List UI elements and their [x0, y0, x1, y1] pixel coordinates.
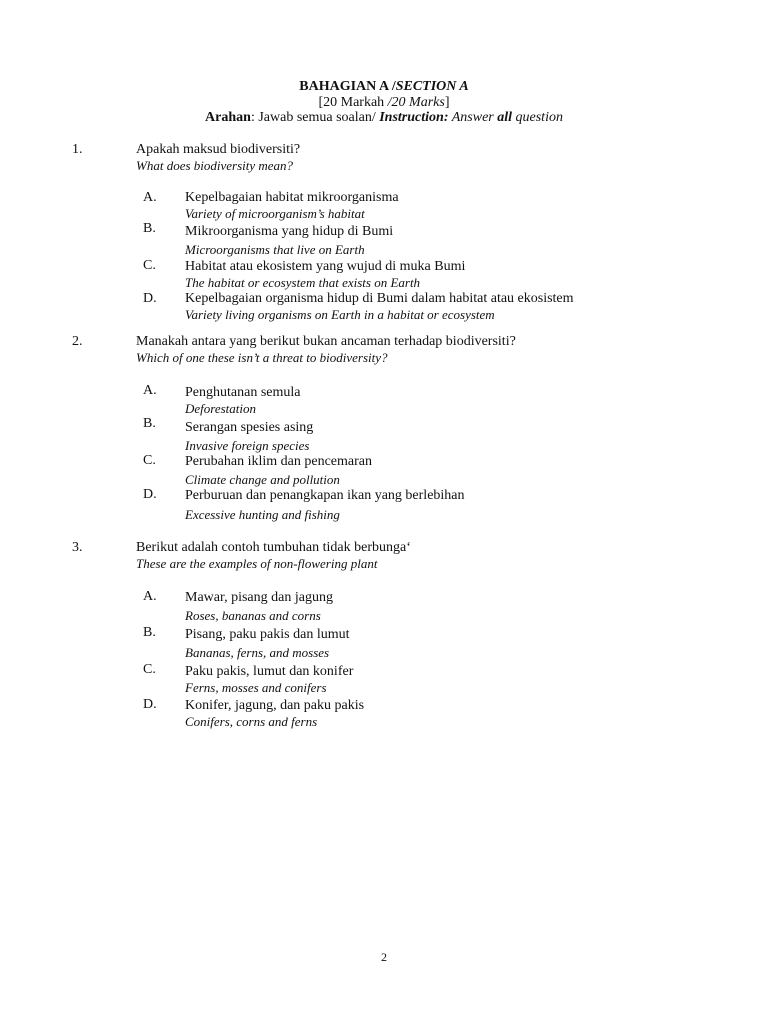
option-text[interactable]: Perburuan dan penangkapan ikan yang berlebihan	[185, 488, 465, 503]
instruction-en-label: Instruction:	[379, 110, 449, 125]
option-letter[interactable]: D.	[143, 291, 157, 306]
option-translation: Bananas, ferns, and mosses	[185, 645, 330, 660]
option-letter[interactable]: C.	[143, 258, 156, 273]
option-text[interactable]: Penghutanan semula	[185, 385, 301, 400]
marks-en: /20 Marks	[387, 95, 445, 110]
option-translation: Variety living organisms on Earth in a habitat or ecosystem	[185, 307, 495, 322]
marks-open: [20 Markah	[318, 95, 388, 110]
option-text[interactable]: Perubahan iklim dan pencemaran	[185, 454, 372, 469]
option-text[interactable]: Kepelbagaian organisma hidup di Bumi dalam habitat atau ekosistem	[185, 291, 574, 306]
question-text: Berikut adalah contoh tumbuhan tidak berbunga‘	[136, 540, 411, 555]
option-text[interactable]: Habitat atau ekosistem yang wujud di muka Bumi	[185, 259, 466, 274]
option-translation: Microorganisms that live on Earth	[185, 242, 365, 257]
question-text: Apakah maksud biodiversiti?	[136, 142, 301, 157]
question-translation: What does biodiversity mean?	[136, 158, 294, 173]
option-letter[interactable]: D.	[143, 697, 157, 712]
section-title	[0, 79, 768, 95]
option-translation: Invasive foreign species	[185, 438, 310, 453]
option-letter[interactable]: A.	[143, 383, 157, 398]
page-number: 2	[381, 950, 387, 964]
option-letter[interactable]: A.	[143, 190, 157, 205]
option-text[interactable]: Kepelbagaian habitat mikroorganisma	[185, 190, 399, 205]
option-translation: The habitat or ecosystem that exists on Earth	[185, 275, 421, 290]
question-translation: These are the examples of non-flowering plant	[136, 556, 378, 571]
option-text[interactable]: Konifer, jagung, dan paku pakis	[185, 698, 365, 713]
question-number: 1.	[72, 142, 83, 157]
option-translation: Conifers, corns and ferns	[185, 714, 318, 729]
option-text[interactable]: Mawar, pisang dan jagung	[185, 590, 333, 605]
option-translation: Climate change and pollution	[185, 472, 340, 487]
option-text[interactable]: Pisang, paku pakis dan lumut	[185, 627, 350, 642]
marks-line	[0, 95, 768, 111]
instruction-line	[0, 110, 768, 126]
option-translation: Variety of microorganism’s habitat	[185, 206, 365, 221]
option-translation: Deforestation	[185, 401, 257, 416]
option-text[interactable]: Mikroorganisma yang hidup di Bumi	[185, 224, 394, 239]
option-letter[interactable]: A.	[143, 589, 157, 604]
instruction-en-post: question	[512, 110, 563, 125]
question-number: 3.	[72, 540, 83, 555]
option-letter[interactable]: B.	[143, 416, 156, 431]
instruction-ms: : Jawab semua soalan/	[250, 110, 380, 125]
option-text[interactable]: Paku pakis, lumut dan konifer	[185, 664, 354, 679]
instruction-en-all: all	[497, 110, 513, 125]
question-number: 2.	[72, 334, 83, 349]
question-text: Manakah antara yang berikut bukan ancaman terhadap biodiversiti?	[136, 334, 516, 349]
question-translation: Which of one these isn’t a threat to biodiversity?	[136, 350, 388, 365]
option-letter[interactable]: C.	[143, 453, 156, 468]
option-letter[interactable]: C.	[143, 662, 156, 677]
option-translation: Ferns, mosses and conifers	[185, 680, 327, 695]
instruction-label: Arahan	[205, 110, 251, 125]
option-letter[interactable]: B.	[143, 221, 156, 236]
marks-close: ]	[444, 95, 450, 110]
instruction-en-pre: Answer	[448, 110, 498, 125]
option-translation: Roses, bananas and corns	[185, 608, 321, 623]
option-translation: Excessive hunting and fishing	[185, 507, 340, 522]
section-title-en: SECTION A	[395, 79, 469, 94]
option-text[interactable]: Serangan spesies asing	[185, 420, 314, 435]
option-letter[interactable]: D.	[143, 487, 157, 502]
section-title-ms: BAHAGIAN A /	[299, 79, 396, 94]
option-letter[interactable]: B.	[143, 625, 156, 640]
